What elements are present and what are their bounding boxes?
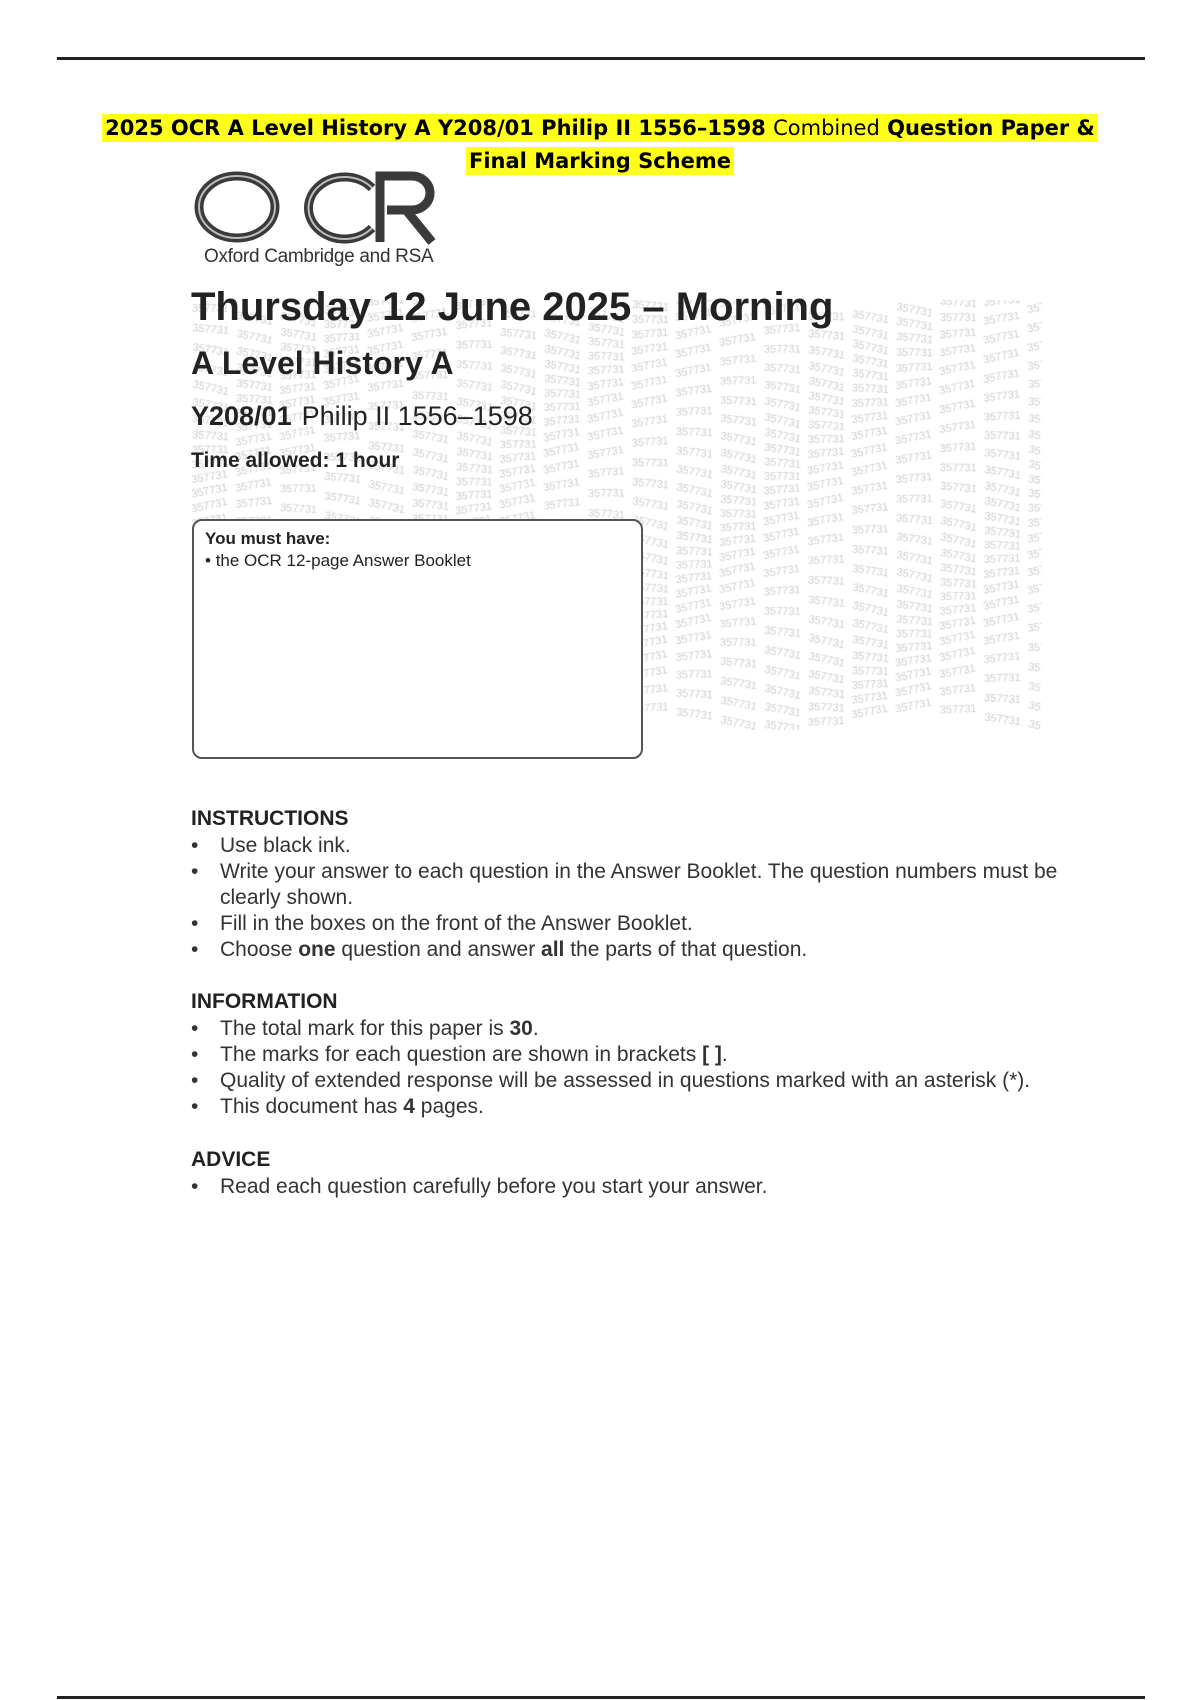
bullet: • bbox=[205, 551, 211, 570]
list-text: Use black ink. bbox=[220, 834, 351, 857]
information-heading: INFORMATION bbox=[191, 990, 338, 1013]
bullet: • bbox=[191, 1043, 199, 1066]
list-text: The total mark for this paper is 30. bbox=[220, 1017, 539, 1040]
list-item bbox=[191, 937, 1091, 963]
title-part: Final Marking Scheme bbox=[466, 147, 734, 175]
list-item bbox=[191, 833, 1091, 859]
list-text: The marks for each question are shown in brackets [ ]. bbox=[220, 1043, 728, 1066]
advice-heading: ADVICE bbox=[191, 1148, 271, 1171]
must-have-item bbox=[205, 551, 471, 571]
list-item bbox=[191, 1068, 1091, 1094]
bullet: • bbox=[191, 860, 199, 883]
list-item bbox=[191, 1016, 1091, 1042]
ocr-logo bbox=[192, 170, 437, 245]
bullet: • bbox=[191, 938, 199, 961]
bullet: • bbox=[191, 1017, 199, 1040]
bullet: • bbox=[191, 1069, 199, 1092]
must-have-title: You must have: bbox=[205, 529, 331, 548]
title-part: Question Paper & bbox=[887, 116, 1095, 140]
list-item bbox=[191, 1042, 1091, 1068]
time-allowed: Time allowed: 1 hour bbox=[191, 449, 400, 472]
title-part: 2025 OCR A Level History A Y208/01 Philip II 1556–1598 bbox=[105, 116, 766, 140]
bullet: • bbox=[191, 834, 199, 857]
must-have-box bbox=[192, 519, 643, 759]
list-text: Write your answer to each question in the Answer Booklet. The question numbers must be clearly shown. bbox=[220, 860, 1058, 909]
qualification-title: A Level History A bbox=[191, 345, 454, 381]
bullet: • bbox=[191, 912, 199, 935]
list-item bbox=[191, 1174, 1091, 1200]
exam-date: Thursday 12 June 2025 – Morning bbox=[191, 285, 834, 329]
unit-code: Y208/01 bbox=[191, 401, 292, 431]
list-text: Read each question carefully before you start your answer. bbox=[220, 1175, 768, 1198]
unit-title: Philip II 1556–1598 bbox=[301, 401, 533, 431]
logo-subtitle: Oxford Cambridge and RSA bbox=[204, 246, 434, 267]
document-title-banner bbox=[80, 112, 1120, 178]
list-item bbox=[191, 911, 1091, 937]
top-rule bbox=[57, 57, 1145, 60]
list-text: Quality of extended response will be assessed in questions marked with an asterisk (*). bbox=[220, 1069, 1031, 1092]
list-text: This document has 4 pages. bbox=[220, 1095, 484, 1118]
title-part: Combined bbox=[773, 116, 880, 140]
must-have-text: the OCR 12-page Answer Booklet bbox=[215, 551, 471, 570]
unit-heading bbox=[191, 401, 533, 432]
list-item bbox=[191, 859, 1091, 911]
instructions-heading: INSTRUCTIONS bbox=[191, 807, 349, 830]
bullet: • bbox=[191, 1175, 199, 1198]
list-item bbox=[191, 1094, 1091, 1120]
bottom-rule bbox=[57, 1696, 1145, 1699]
list-text: Fill in the boxes on the front of the Answer Booklet. bbox=[220, 912, 693, 935]
list-text: Choose one question and answer all the parts of that question. bbox=[220, 938, 808, 961]
bullet: • bbox=[191, 1095, 199, 1118]
